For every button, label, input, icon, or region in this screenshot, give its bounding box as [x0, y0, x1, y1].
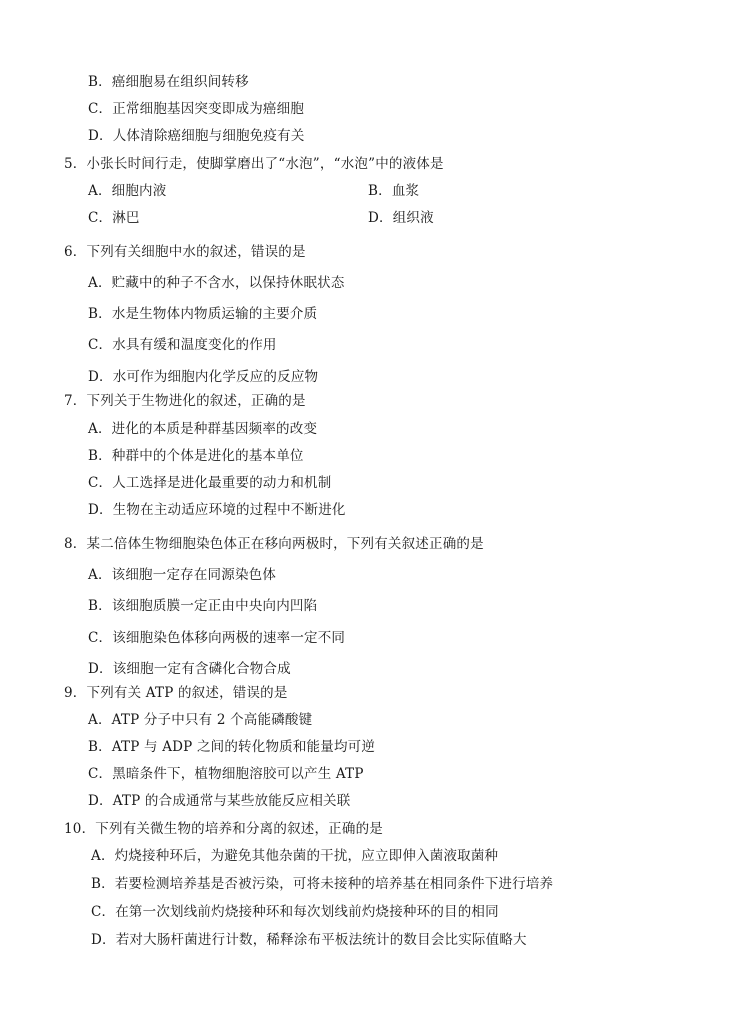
option-7a: A．进化的本质是种群基因频率的改变	[88, 421, 318, 437]
option-7c: C．人工选择是进化最重要的动力和机制	[88, 475, 332, 491]
option-6b: B．水是生物体内物质运输的主要介质	[88, 306, 318, 322]
option-6a: A．贮藏中的种子不含水，以保持休眠状态	[88, 275, 345, 291]
option-6c: C．水具有缓和温度变化的作用	[88, 337, 277, 353]
option-10d: D．若对大肠杆菌进行计数，稀释涂布平板法统计的数目会比实际值略大	[91, 932, 527, 948]
option-6d: D．水可作为细胞内化学反应的反应物	[88, 369, 319, 385]
option-9b: B．ATP 与 ADP 之间的转化物质和能量均可逆	[88, 739, 376, 755]
option-8b: B．该细胞质膜一定正由中央向内凹陷	[88, 598, 318, 614]
option-10a: A．灼烧接种环后，为避免其他杂菌的干扰，应立即伸入菌液取菌种	[91, 848, 499, 864]
option-10c: C．在第一次划线前灼烧接种环和每次划线前灼烧接种环的目的相同	[91, 904, 499, 920]
option-8c: C．该细胞染色体移向两极的速率一定不同	[88, 630, 346, 646]
option-9d: D．ATP 的合成通常与某些放能反应相关联	[88, 793, 351, 809]
option-5c: C．淋巴	[88, 210, 140, 226]
question-5: 5．小张长时间行走，使脚掌磨出了“水泡”，“水泡”中的液体是	[64, 156, 444, 172]
option-5a: A．细胞内液	[88, 183, 167, 199]
option-5b: B．血浆	[368, 183, 420, 199]
option-7b: B．种群中的个体是进化的基本单位	[88, 448, 304, 464]
question-7: 7．下列关于生物进化的叙述，正确的是	[64, 393, 306, 409]
question-9: 9．下列有关 ATP 的叙述，错误的是	[64, 685, 288, 701]
option-7d: D．生物在主动适应环境的过程中不断进化	[88, 502, 346, 518]
question-6: 6．下列有关细胞中水的叙述，错误的是	[64, 244, 306, 260]
option-5d: D．组织液	[368, 210, 434, 226]
option-4d: D．人体清除癌细胞与细胞免疫有关	[88, 128, 305, 144]
option-10b: B．若要检测培养基是否被污染，可将未接种的培养基在相同条件下进行培养	[91, 876, 554, 892]
option-8d: D．该细胞一定有含磷化合物合成	[88, 661, 291, 677]
option-8a: A．该细胞一定存在同源染色体	[88, 567, 277, 583]
question-10: 10．下列有关微生物的培养和分离的叙述，正确的是	[64, 821, 383, 837]
option-4c: C．正常细胞基因突变即成为癌细胞	[88, 101, 305, 117]
question-8: 8．某二倍体生物细胞染色体正在移向两极时，下列有关叙述正确的是	[64, 536, 484, 552]
option-9a: A．ATP 分子中只有 2 个高能磷酸键	[88, 712, 313, 728]
option-9c: C．黑暗条件下，植物细胞溶胶可以产生 ATP	[88, 766, 364, 782]
option-4b: B．癌细胞易在组织间转移	[88, 74, 249, 90]
